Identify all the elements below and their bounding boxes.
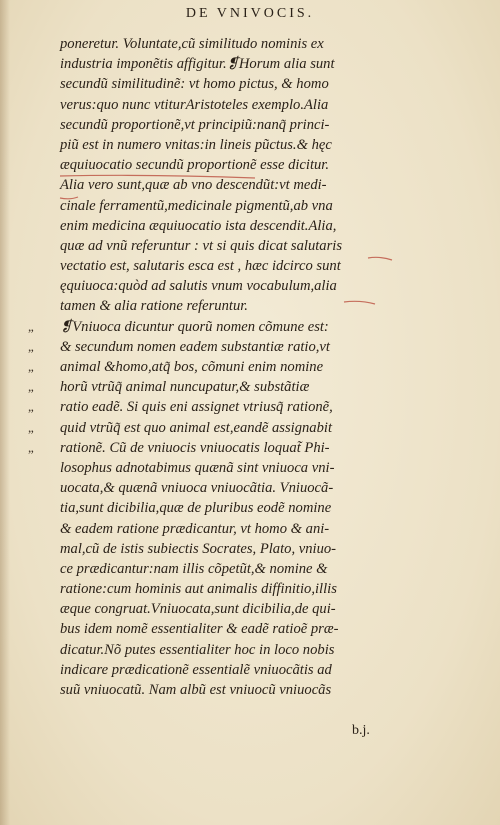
text-line: [60, 559, 432, 579]
line-text: secundũ similitudinẽ: vt homo pictus, & homo: [60, 76, 329, 93]
text-line: [60, 276, 432, 296]
line-text: indicare prædicationẽ essentialẽ vniuocãtis ad: [60, 661, 332, 678]
line-text: tamen & alia ratione referuntur.: [60, 298, 248, 315]
text-line: [60, 155, 432, 175]
margin-quote-mark: „: [28, 359, 34, 374]
text-line: [60, 236, 432, 256]
margin-quote-mark: „: [28, 439, 34, 455]
line-text: bus idem nomẽ essentialiter & eadẽ ratioẽ præ-: [60, 621, 339, 638]
text-line: [60, 599, 432, 619]
line-text: ratio eadẽ. Si quis eni assignet vtriusq̃ rationẽ,: [60, 399, 333, 416]
line-text: mal,cũ de istis subiectis Socrates, Plato, vniuo-: [60, 540, 337, 557]
line-text: poneretur. Voluntate,cũ similitudo nominis ex: [60, 36, 324, 52]
text-line: [60, 619, 432, 639]
line-text: dicatur.Nõ putes essentialiter hoc in loco nobis: [60, 641, 335, 658]
text-line: [60, 640, 432, 660]
line-text: ❡Vniuoca dicuntur quorũ nomen cõmune est:: [60, 318, 329, 335]
line-text: industria imponẽtis affigitur.❡Horum alia sunt: [60, 56, 335, 73]
text-line: [28, 418, 432, 438]
line-text: uocata,& quænã vniuoca vniuocãtia. Vniuocã-: [60, 480, 334, 497]
text-line: [60, 256, 432, 276]
line-text: ęquiuoca:quòd ad salutis vnum vocabulum,alia: [60, 278, 337, 295]
line-text: cinale ferramentũ,medicinale pigmentũ,ab vna: [60, 197, 333, 214]
text-line: [60, 296, 432, 316]
line-text: tia,sunt dicibilia,quæ de pluribus eodẽ nomine: [60, 500, 332, 517]
text-line: [60, 216, 432, 236]
text-line: [60, 196, 432, 216]
line-text: vectatio est, salutaris esca est , hæc idcirco sunt: [60, 258, 341, 275]
line-text: ce prædicantur:nam illis cõpetũt,& nomine &: [60, 560, 328, 577]
text-line: [28, 438, 432, 458]
text-line: [28, 357, 432, 377]
line-text: quæ ad vnũ referuntur : vt si quis dicat salutaris: [60, 237, 343, 254]
body-text: [28, 34, 432, 700]
line-text: quid vtrũq̃ est quo animal est,eandẽ assignabit: [60, 419, 332, 436]
line-text: horũ vtrũq̃ animal nuncupatur,& substãtiæ: [60, 379, 310, 396]
text-line: [60, 54, 432, 74]
margin-quote-mark: „: [28, 399, 34, 415]
text-line: [28, 377, 432, 397]
text-line: [60, 458, 432, 478]
margin-quote-mark: „: [28, 338, 34, 354]
line-text: æque congruat.Vniuocata,sunt dicibilia,de qui-: [60, 601, 336, 618]
line-text: suũ vniuocatũ. Nam albũ est vniuocũ vniuocãs: [60, 682, 332, 698]
line-text: Alia vero sunt,quæ ab vno descendũt:vt medi-: [60, 177, 327, 194]
line-text: & eadem ratione prædicantur, vt homo & ani-: [60, 520, 330, 537]
line-text: enim medicina æquiuocatio ista descendit.Alia,: [60, 217, 337, 234]
running-header: DE VNIVOCIS.: [185, 6, 315, 21]
line-text: ratione:cum hominis aut animalis diffinitio,illis: [60, 581, 337, 598]
text-line: [60, 498, 432, 518]
text-line: [60, 115, 432, 135]
line-text: secundũ proportionẽ,vt principiũ:nanq̃ princi-: [60, 116, 330, 133]
text-line: [60, 95, 432, 115]
margin-quote-mark: „: [28, 419, 34, 435]
signature-mark: b.j.: [352, 723, 370, 738]
text-line: [60, 34, 432, 54]
line-text: rationẽ. Cũ de vniuocis vniuocatis loquat̃ Phi-: [60, 439, 330, 456]
text-line: [60, 175, 432, 195]
text-line: [60, 74, 432, 94]
text-line: [60, 519, 432, 539]
line-text: piũ est in numero vnitas:in lineis pũctus.& hęc: [60, 136, 332, 153]
text-line: [60, 680, 432, 700]
text-line: [60, 539, 432, 559]
text-line: [28, 337, 432, 357]
line-text: æquiuocatio secundũ proportionẽ esse dicitur.: [60, 157, 330, 174]
line-text: & secundum nomen eadem substantiæ ratio,vt: [60, 338, 330, 355]
text-line: [28, 397, 432, 417]
line-text: losophus adnotabimus quænã sint vniuoca vni-: [60, 459, 335, 476]
text-line: [60, 660, 432, 680]
text-line: [60, 135, 432, 155]
line-text: animal &homo,atq̃ bos, cõmuni enim nomine: [60, 359, 324, 375]
margin-quote-mark: „: [28, 379, 34, 395]
margin-quote-mark: „: [28, 318, 34, 334]
text-line: [60, 478, 432, 498]
line-text: verus:quo nunc vtiturAristoteles exemplo.Alia: [60, 96, 329, 113]
text-line: [28, 317, 432, 337]
text-line: [60, 579, 432, 599]
